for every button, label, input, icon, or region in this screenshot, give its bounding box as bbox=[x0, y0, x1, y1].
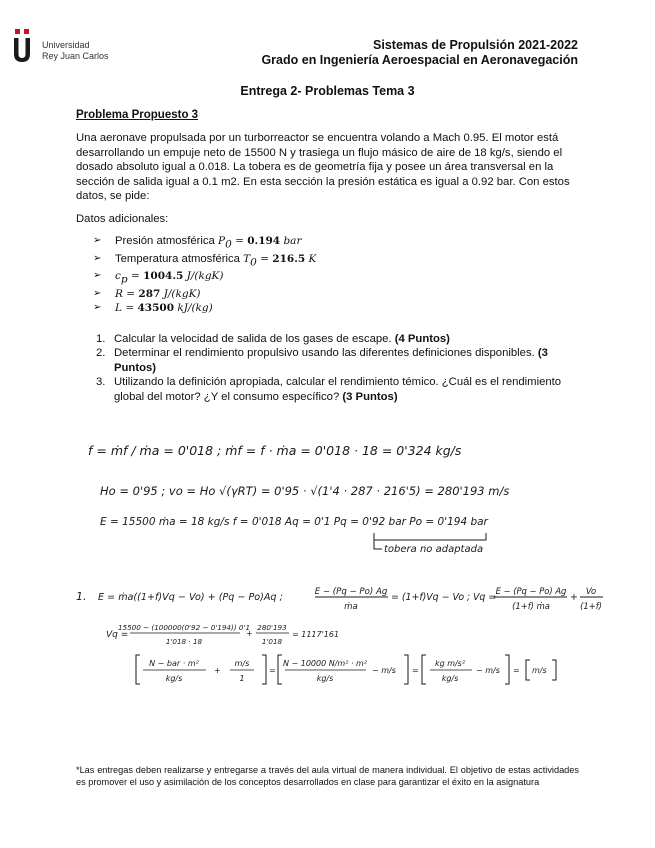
bracket-icon bbox=[262, 655, 266, 684]
task-number: 2. bbox=[96, 347, 106, 360]
hw-frac3-num: Vo bbox=[585, 586, 597, 596]
hw-vq-num: 15500 − (100000(0'92 − 0'194)) 0'1 bbox=[117, 623, 251, 632]
hw-vq-result: = 1117'161 bbox=[292, 630, 340, 639]
data-item-equals: = bbox=[256, 252, 273, 265]
hw-eq-vq: Vq = bbox=[473, 592, 497, 603]
hw-frac2-den: (1+f) ṁa bbox=[512, 601, 550, 611]
data-item-unit: J/(kgK) bbox=[183, 270, 224, 283]
hw-units-b3-den: kg/s bbox=[316, 674, 334, 683]
hw-units-b1-num: N − bar · m² bbox=[149, 659, 199, 668]
bracket-icon bbox=[552, 660, 556, 680]
data-item-symbol: P bbox=[217, 235, 226, 247]
page-subtitle: Entrega 2- Problemas Tema 3 bbox=[240, 84, 415, 98]
task-points: (3 Puntos) bbox=[114, 347, 548, 374]
hw-eq-main: E = ṁa((1+f)Vq − Vo) + (Pq − Po)Aq ; bbox=[98, 592, 283, 603]
data-item-value: 1004.5 bbox=[143, 270, 184, 283]
hw-units-b4-den: kg/s bbox=[441, 674, 459, 683]
task-number: 3. bbox=[96, 376, 106, 389]
data-item-label: Temperatura atmosférica bbox=[115, 252, 240, 265]
problem-statement: Una aeronave propulsada por un turborreactor se encuentra volando a Mach 0.95. El motor está desarrollando un empuje neto de 15500 N y trasiega un flujo másico de aire de 18 kg/s, siendo el dosado absoluto igual a 0.018. La tobera es de geometría fija y posee un área transversal en la sección de salida igual a 0.1 m2. En esta sección la presión estática es igual a 0.92 bar. Con estos datos, se pide: bbox=[76, 132, 570, 203]
hw-frac1-num: E − (Pq − Po) Ag bbox=[314, 587, 388, 597]
data-item-equals: = bbox=[122, 287, 139, 300]
hw-vq2-num: 280'193 bbox=[257, 623, 287, 632]
hw-eq-mid: = (1+f)Vq − Vo ; bbox=[391, 592, 471, 603]
header-line-2: Grado en Ingeniería Aeroespacial en Aeronavegación bbox=[261, 53, 578, 67]
data-item-subscript: 0 bbox=[250, 255, 257, 268]
underbrace-icon bbox=[374, 533, 486, 540]
hw-frac1-den: ṁa bbox=[344, 602, 358, 612]
hw-units-b1-den: kg/s bbox=[165, 674, 183, 683]
bracket-icon bbox=[404, 655, 408, 684]
hw-frac2-num: E − (Pq − Po) Ag bbox=[495, 586, 567, 596]
data-item-value: 0.194 bbox=[247, 235, 281, 247]
hw-line-data: E = 15500 ṁa = 18 kg/s f = 0'018 Aq = 0'1 Pq = 0'92 bar Po = 0'194 bar bbox=[100, 516, 488, 528]
bracket-icon bbox=[526, 660, 530, 680]
hw-units-b3-num: N − 10000 N/m² · m² bbox=[282, 659, 368, 668]
hw-units-b3-tail: − m/s bbox=[372, 666, 396, 675]
bracket-icon bbox=[136, 655, 140, 684]
data-item-label: Presión atmosférica bbox=[115, 235, 215, 247]
hw-units-eq2: = bbox=[412, 666, 419, 675]
task-points: (4 Puntos) bbox=[394, 333, 450, 345]
hw-vq2-den: 1'018 bbox=[261, 637, 283, 646]
data-item-unit: J/(kgK) bbox=[160, 287, 201, 300]
bracket-icon bbox=[278, 655, 282, 684]
arrow-bullet-icon: ➢ bbox=[93, 270, 102, 282]
data-item-equals: = bbox=[231, 235, 248, 247]
hw-line-velocity: Ho = 0'95 ; vo = Ho √(γRT) = 0'95 · √(1'4 · 287 · 216'5) = 280'193 m/s bbox=[100, 484, 510, 498]
arrow-bullet-icon: ➢ bbox=[93, 235, 102, 246]
task-text: Determinar el rendimiento propulsivo usando las diferentes definiciones disponibles. bbox=[114, 347, 538, 360]
hw-units-b4-num: kg m/s² bbox=[434, 659, 466, 668]
hw-units-plus: + bbox=[214, 666, 221, 675]
additional-data-label: Datos adicionales: bbox=[76, 213, 169, 225]
hw-units-b4-tail: − m/s bbox=[476, 666, 500, 675]
data-item-symbol: R bbox=[115, 287, 123, 300]
header-line-1: Sistemas de Propulsión 2021-2022 bbox=[373, 38, 578, 52]
hw-frac3-den: (1+f) bbox=[580, 601, 602, 611]
hw-units-b2-den: 1 bbox=[239, 674, 245, 683]
units-check bbox=[136, 655, 556, 684]
problem-title: Problema Propuesto 3 bbox=[76, 109, 199, 121]
data-item-unit: bar bbox=[280, 235, 302, 247]
logo-line-2: Rey Juan Carlos bbox=[42, 51, 109, 61]
data-item-symbol: c bbox=[115, 270, 121, 283]
data-item-unit: kJ/(kg) bbox=[174, 302, 213, 315]
bracket-icon bbox=[422, 655, 426, 684]
data-item-unit: K bbox=[305, 252, 317, 265]
task-text: Calcular la velocidad de salida de los gases de escape. bbox=[114, 333, 395, 345]
data-item-symbol: L bbox=[115, 302, 122, 315]
logo-line-1: Universidad bbox=[42, 40, 90, 50]
task-points: (3 Puntos) bbox=[342, 390, 398, 403]
hw-units-eq3: = bbox=[513, 666, 520, 675]
arrow-bullet-icon: ➢ bbox=[93, 287, 102, 299]
data-item-subscript: 0 bbox=[225, 238, 232, 251]
task-text: Utilizando la definición apropiada, calcular el rendimiento témico. ¿Cuál es el rendimiento global del motor? ¿Y el consumo específico? bbox=[114, 376, 562, 403]
arrow-icon bbox=[374, 540, 382, 549]
data-item-equals: = bbox=[121, 302, 138, 315]
arrow-bullet-icon: ➢ bbox=[93, 252, 102, 264]
data-item-subscript: p bbox=[120, 273, 128, 286]
hw-vq-plus: + bbox=[246, 629, 253, 638]
data-item-value: 287 bbox=[138, 287, 161, 300]
hw-vq-label: Vq = bbox=[106, 630, 129, 640]
arrow-bullet-icon: ➢ bbox=[93, 302, 102, 314]
hw-tobera-note: tobera no adaptada bbox=[384, 544, 484, 555]
task-number: 1. bbox=[96, 333, 106, 345]
hw-units-b2-num: m/s bbox=[234, 659, 250, 668]
data-item-symbol: T bbox=[243, 252, 251, 265]
hw-line-dosado: f = ṁf / ṁa = 0'018 ; ṁf = f · ṁa = 0'018 · 18 = 0'324 kg/s bbox=[88, 443, 462, 458]
data-item-value: 43500 bbox=[137, 302, 174, 315]
hw-vq-den: 1'018 · 18 bbox=[165, 637, 203, 646]
data-item-equals: = bbox=[127, 270, 144, 283]
hw-units-result: m/s bbox=[532, 666, 547, 675]
data-item-value: 216.5 bbox=[272, 252, 306, 265]
hw-units-eq1: = bbox=[269, 666, 276, 675]
hw-eq-number: 1. bbox=[76, 590, 87, 603]
footnote: *Las entregas deben realizarse y entregarse a través del aula virtual de manera individual. El objetivo de estas actividades es promover el uso y asimilación de los conceptos desarrollados en clase para garantizar el éxito en la asignatura bbox=[76, 765, 579, 787]
hw-eq-plus: + bbox=[570, 592, 578, 603]
bracket-icon bbox=[505, 655, 509, 684]
